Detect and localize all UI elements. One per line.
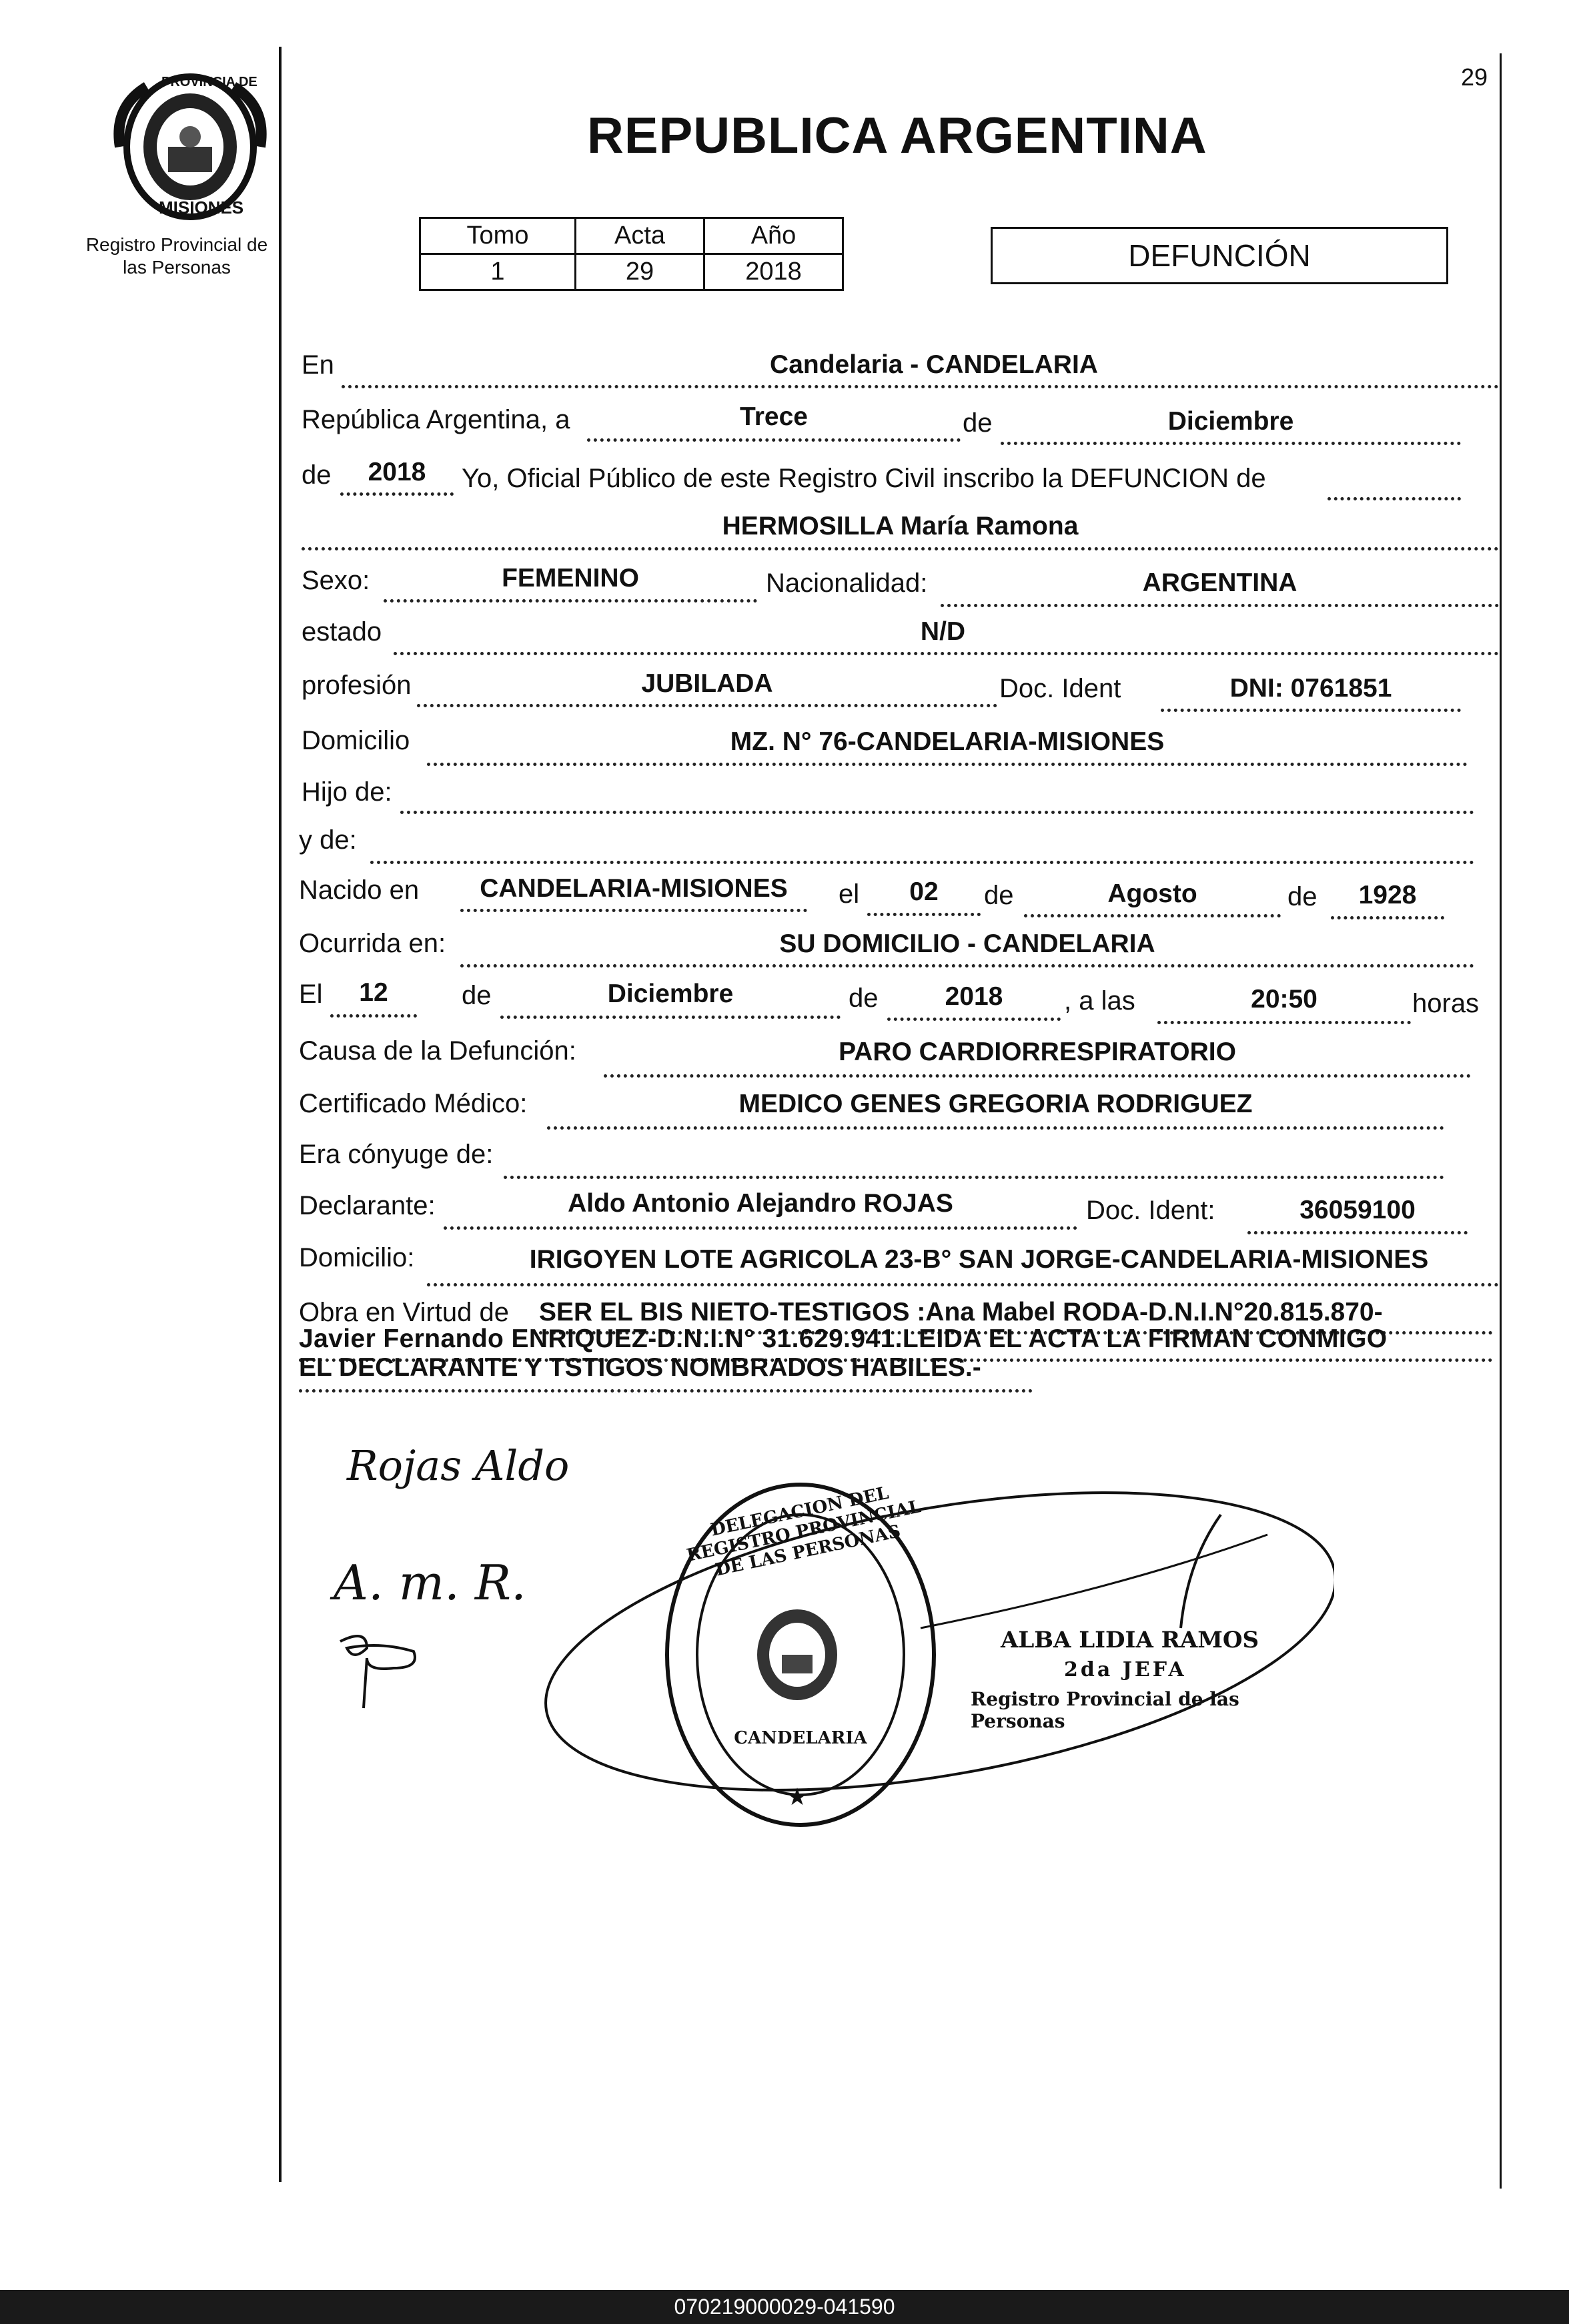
de-label-1: de <box>963 408 993 438</box>
doc2-value: 36059100 <box>1299 1196 1416 1224</box>
domicilio-label: Domicilio <box>302 726 410 755</box>
register-header-acta: Acta <box>576 218 704 254</box>
dia-value: Trece <box>740 402 808 431</box>
de-label-2: de <box>302 460 332 490</box>
stamp-ring-text: DELEGACION DEL REGISTRO PROVINCIAL DE LAS PERSONAS <box>684 1483 923 1581</box>
domicilio2-value: IRIGOYEN LOTE AGRICOLA 23-B° SAN JORGE-CANDELARIA-MISIONES <box>529 1245 1429 1274</box>
declarante-label: Declarante: <box>299 1191 436 1220</box>
profesion-value: JUBILADA <box>641 669 773 698</box>
obra-dots-3 <box>299 1389 1033 1393</box>
de-label-4: de <box>1287 882 1318 911</box>
en-label: En <box>302 350 334 380</box>
left-margin-line <box>279 47 282 2182</box>
certificado-value: MEDICO GENES GREGORIA RODRIGUEZ <box>738 1090 1253 1118</box>
nombre-dots <box>302 547 1499 550</box>
province-seal-logo <box>107 67 274 227</box>
logo-top-text: PROVINCIA DE <box>161 75 257 89</box>
signature-witness-1: A. m. R. <box>334 1555 526 1611</box>
oficial-dots <box>1328 497 1461 500</box>
register-header-anio: Año <box>704 218 843 254</box>
estado-value: N/D <box>920 617 966 646</box>
obra-line-2: Javier Fernando ENRIQUEZ-D.N.I.N° 31.629.941.LEIDA EL ACTA LA FIRMAN CONMIGO <box>299 1324 1388 1353</box>
official-name: ALBA LIDIA RAMOS <box>1001 1627 1259 1653</box>
nac-mes-dots <box>1024 914 1281 917</box>
de-label-3: de <box>984 881 1014 910</box>
doc-value: DNI: 0761851 <box>1229 674 1392 703</box>
page-number: 29 <box>1461 63 1488 91</box>
estado-label: estado <box>302 617 382 647</box>
register-table <box>419 217 844 291</box>
nac-mes-value: Agosto <box>1107 879 1197 908</box>
sexo-value: FEMENINO <box>502 564 639 593</box>
hijo-label: Hijo de: <box>302 777 392 807</box>
conyuge-label: Era cónyuge de: <box>299 1140 494 1169</box>
anio-value: 2018 <box>368 458 426 486</box>
alas-label: , a las <box>1064 986 1135 1016</box>
register-value-acta: 29 <box>576 254 704 290</box>
official-role: 2da JEFA <box>1064 1658 1187 1681</box>
document-title: REPUBLICA ARGENTINA <box>587 107 1207 164</box>
signature-witness-2 <box>327 1621 434 1718</box>
yde-dots <box>370 861 1474 864</box>
obra-label: Obra en Virtud de <box>299 1298 510 1327</box>
certificado-dots <box>547 1126 1444 1130</box>
doc-dots <box>1161 709 1461 712</box>
register-value-anio: 2018 <box>704 254 843 290</box>
lugar-value: Candelaria - CANDELARIA <box>770 350 1098 379</box>
declarante-dots <box>444 1226 1077 1230</box>
doc2-dots <box>1247 1231 1468 1234</box>
nac-anio-dots <box>1331 916 1444 919</box>
official-stamp <box>520 1455 1334 1828</box>
ocurrida-value: SU DOMICILIO - CANDELARIA <box>779 929 1155 958</box>
nac-dia-dots <box>867 913 981 916</box>
certificado-label: Certificado Médico: <box>299 1089 528 1118</box>
logo-caption: Registro Provincial de las Personas <box>85 234 268 278</box>
obra-line-3: EL DECLARANTE Y TSTIGOS NOMBRADOS HABILES.- <box>299 1353 981 1382</box>
hijo-dots <box>400 811 1474 814</box>
nacionalidad-dots <box>941 604 1499 607</box>
domicilio-value: MZ. N° 76-CANDELARIA-MISIONES <box>730 727 1165 756</box>
mes-dots <box>1001 442 1461 445</box>
yde-label: y de: <box>299 825 357 855</box>
document-type-box: DEFUNCIÓN <box>991 227 1448 284</box>
el2-label: El <box>299 980 323 1009</box>
signature-declarante: Rojas Aldo <box>347 1441 570 1490</box>
obra-line-1: SER EL BIS NIETO-TESTIGOS :Ana Mabel RODA-D.N.I.N°20.815.870- <box>539 1298 1383 1326</box>
oficial-text: Yo, Oficial Público de este Registro Civil inscribo la DEFUNCION de <box>462 464 1266 493</box>
footer-barcode-bar: 070219000029-041590 <box>0 2290 1569 2324</box>
register-value-tomo: 1 <box>420 254 576 290</box>
stamp-inner-text: CANDELARIA <box>734 1728 867 1748</box>
nacido-lugar-value: CANDELARIA-MISIONES <box>480 874 788 903</box>
def-dia-value: 12 <box>359 978 388 1007</box>
register-header-tomo: Tomo <box>420 218 576 254</box>
nombre-value: HERMOSILLA María Ramona <box>722 512 1079 540</box>
ocurrida-dots <box>460 964 1474 967</box>
profesion-dots <box>417 704 997 707</box>
profesion-label: profesión <box>302 671 412 700</box>
doc2-label: Doc. Ident: <box>1086 1196 1215 1225</box>
causa-dots <box>604 1074 1471 1078</box>
de-label-6: de <box>849 984 879 1013</box>
dia-dots <box>587 438 961 442</box>
republica-label: República Argentina, a <box>302 405 570 434</box>
conyuge-dots <box>504 1176 1444 1179</box>
def-anio-dots <box>887 1018 1061 1021</box>
def-dia-dots <box>330 1014 417 1018</box>
horas-label: horas <box>1412 989 1480 1018</box>
domicilio2-label: Domicilio: <box>299 1243 415 1272</box>
causa-value: PARO CARDIORRESPIRATORIO <box>839 1038 1236 1066</box>
def-anio-value: 2018 <box>945 982 1003 1011</box>
nacido-lugar-dots <box>460 909 807 912</box>
ocurrida-label: Ocurrida en: <box>299 929 446 958</box>
def-mes-value: Diciembre <box>607 980 734 1008</box>
def-mes-dots <box>500 1016 841 1019</box>
de-label-5: de <box>462 981 492 1010</box>
svg-text:★: ★ <box>786 1783 809 1810</box>
nac-anio-value: 1928 <box>1358 881 1417 909</box>
sexo-dots <box>384 599 757 603</box>
hora-dots <box>1157 1021 1411 1024</box>
nacionalidad-label: Nacionalidad: <box>766 568 928 598</box>
sexo-label: Sexo: <box>302 566 370 595</box>
lugar-dots <box>342 385 1499 388</box>
domicilio-dots <box>427 763 1468 766</box>
nacionalidad-value: ARGENTINA <box>1142 568 1297 597</box>
declarante-value: Aldo Antonio Alejandro ROJAS <box>568 1189 953 1218</box>
hora-value: 20:50 <box>1251 985 1318 1014</box>
mes-value: Diciembre <box>1167 407 1294 436</box>
anio-dots <box>340 492 454 496</box>
logo-bottom-text: MISIONES <box>159 198 244 218</box>
right-margin-line <box>1500 53 1502 2189</box>
el-label: el <box>839 879 860 909</box>
nac-dia-value: 02 <box>909 877 939 906</box>
estado-dots <box>394 652 1499 655</box>
domicilio2-dots <box>427 1283 1499 1286</box>
causa-label: Causa de la Defunción: <box>299 1036 576 1066</box>
doc-label: Doc. Ident <box>999 674 1121 703</box>
nacido-label: Nacido en <box>299 875 420 905</box>
official-org: Registro Provincial de las Personas <box>971 1688 1239 1732</box>
